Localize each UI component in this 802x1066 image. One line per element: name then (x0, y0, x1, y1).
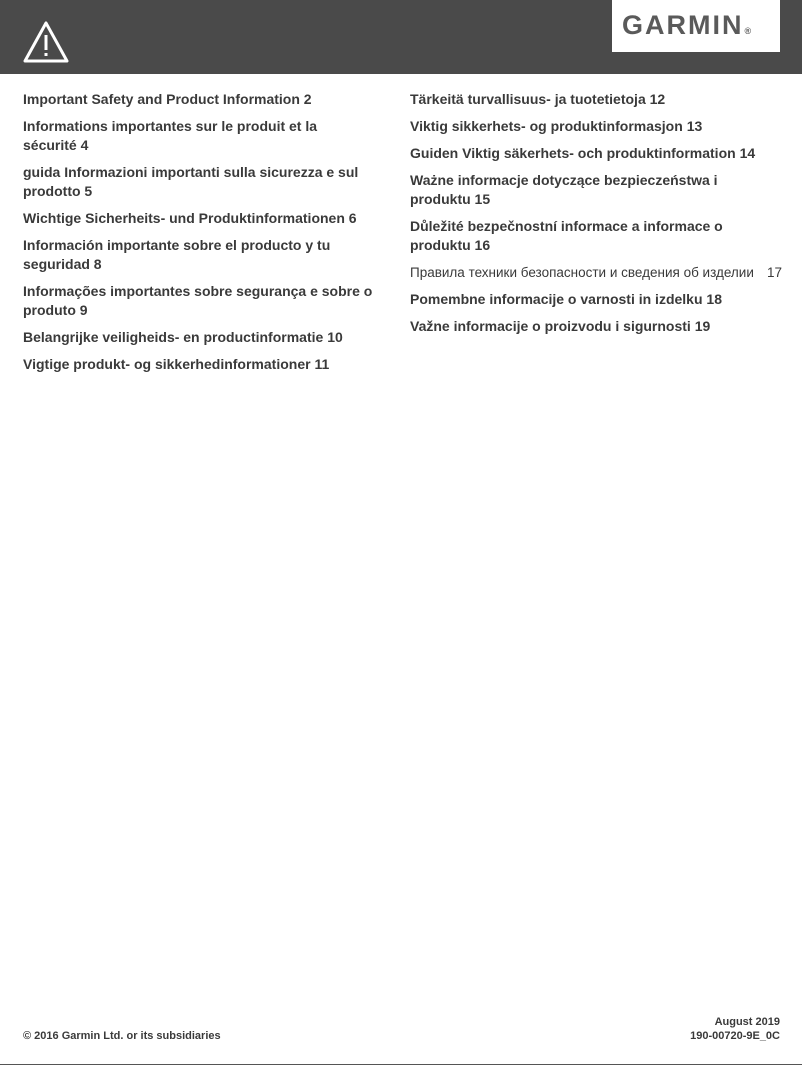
toc-entry-page: 14 (739, 145, 756, 161)
toc-entry[interactable] (410, 117, 782, 136)
toc-left-column (23, 90, 373, 382)
toc-entry-title: Viktig sikkerhets- og produktinformasjon (410, 118, 683, 134)
toc-entry-page: 4 (80, 137, 89, 153)
document-info (690, 1015, 780, 1043)
toc-entry-title: Važne informacije o proizvodu i sigurnosti (410, 318, 691, 334)
toc-entry-page: 17 (766, 265, 782, 280)
toc-entry-title: Información importante sobre el producto y tu seguridad (23, 237, 331, 272)
toc-entry-title: Important Safety and Product Information (23, 91, 300, 107)
toc-entry[interactable] (410, 263, 782, 282)
toc-entry[interactable] (23, 355, 373, 374)
toc-entry-title: Informations importantes sur le produit et la sécurité (23, 118, 318, 153)
toc-entry[interactable] (410, 90, 782, 109)
toc-entry[interactable] (23, 328, 373, 347)
header-bar (0, 0, 802, 74)
toc-entry-title: Ważne informacje dotyczące bezpieczeństwa i produktu (410, 172, 718, 207)
toc-entry-page: 2 (303, 91, 312, 107)
toc-right-column (410, 90, 782, 344)
publication-date: August 2019 (714, 1016, 780, 1028)
toc-entry[interactable] (410, 290, 782, 309)
toc-entry-page: 8 (93, 256, 102, 272)
toc-entry[interactable] (23, 236, 373, 274)
toc-entry-title: Belangrijke veiligheids- en productinformatie (23, 329, 324, 345)
bottom-rule (0, 1064, 802, 1065)
toc-entry-page: 18 (706, 291, 722, 307)
garmin-logo (612, 0, 780, 52)
warning-triangle-icon (22, 20, 70, 64)
toc-entry-page: 19 (694, 318, 711, 334)
toc-entry[interactable] (23, 90, 373, 109)
toc-entry-page: 11 (314, 356, 330, 372)
toc-entry[interactable] (410, 144, 782, 163)
toc-entry-title: Guiden Viktig säkerhets- och produktinformation (410, 145, 736, 161)
toc-entry-page: 9 (79, 302, 88, 318)
toc-entry-page: 10 (327, 329, 343, 345)
toc-entry[interactable] (23, 117, 373, 155)
toc-entry-page: 12 (649, 91, 666, 107)
toc-entry-title: guida Informazioni importanti sulla sicurezza e sul prodotto (23, 164, 359, 199)
brand-name: GARMIN® (622, 10, 752, 40)
toc-entry-title: Informações importantes sobre segurança e sobre o produto (23, 283, 373, 318)
toc-entry-page: 15 (474, 191, 491, 207)
toc-entry[interactable] (410, 217, 782, 255)
toc-entry[interactable] (23, 163, 373, 201)
toc-entry-page: 5 (84, 183, 93, 199)
toc-entry[interactable] (23, 282, 373, 320)
toc-entry[interactable] (23, 209, 373, 228)
toc-entry-title: Wichtige Sicherheits- und Produktinformationen (23, 210, 345, 226)
toc-entry-title: Pomembne informacije o varnosti in izdelku (410, 291, 703, 307)
toc-entry-title: Vigtige produkt- og sikkerhedinformationer (23, 356, 311, 372)
toc-entry-page: 16 (474, 237, 491, 253)
toc-entry-page: 13 (686, 118, 703, 134)
toc-entry[interactable] (410, 171, 782, 209)
toc-entry-title: Правила техники безопасности и сведения об изделии (410, 265, 754, 280)
part-number: 190-00720-9E_0C (690, 1030, 780, 1042)
toc-entry-title: Tärkeitä turvallisuus- ja tuotetietoja (410, 91, 646, 107)
toc-entry[interactable] (410, 317, 782, 336)
toc-entry-title: Důležité bezpečnostní informace a informace o produktu (410, 218, 723, 253)
copyright-notice: © 2016 Garmin Ltd. or its subsidiaries (23, 1030, 221, 1042)
toc-entry-page: 6 (348, 210, 357, 226)
